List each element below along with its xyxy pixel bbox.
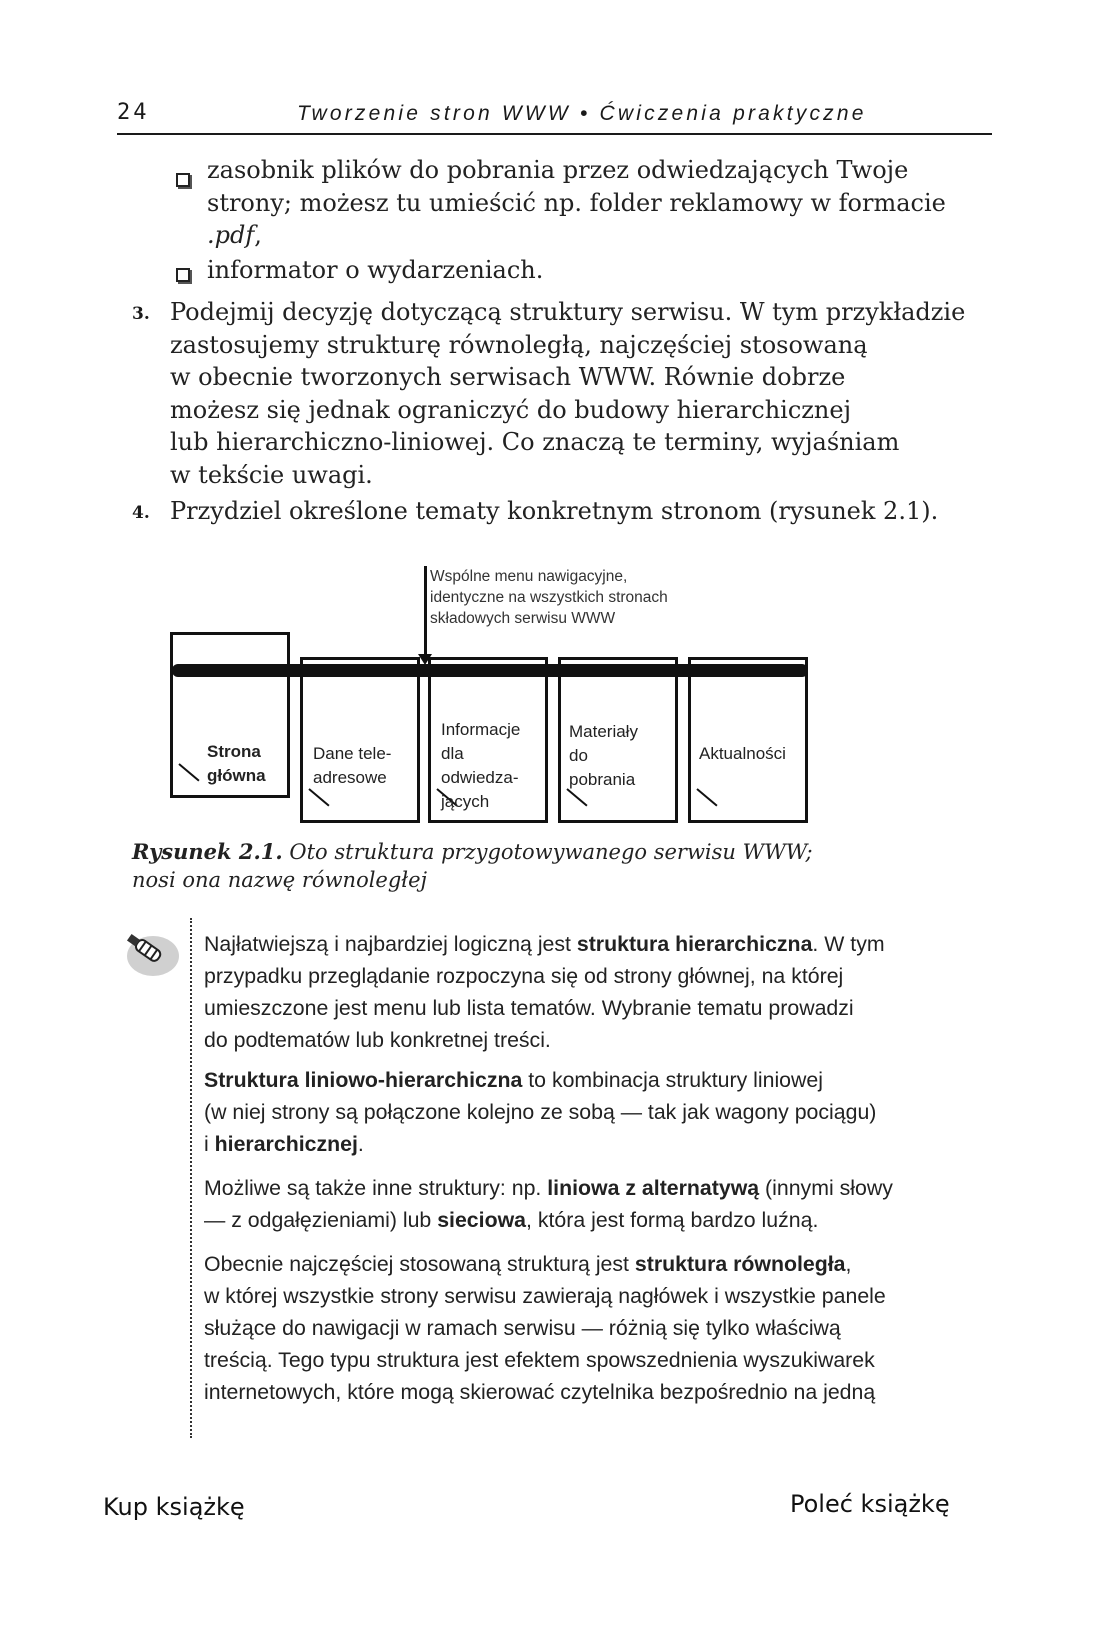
step-text — [170, 296, 965, 491]
text-line: zastosujemy strukturę równoległą, najczęściej stosowaną — [170, 330, 868, 359]
text-span: . — [357, 1132, 364, 1156]
bold-term: hierarchicznej — [214, 1132, 358, 1156]
text-line: do podtematów lub konkretnej treści. — [204, 1028, 551, 1052]
card-label-line: jących — [441, 792, 490, 811]
text-line: możesz się jednak ograniczyć do budowy hierarchicznej — [170, 395, 852, 424]
page-number: 24 — [117, 100, 150, 125]
text-span: (innymi słowy — [759, 1176, 893, 1200]
text-line: internetowych, które mogą skierować czytelnika bezpośrednio na jedną — [204, 1380, 876, 1404]
header-rule — [117, 133, 992, 135]
italic-text: .pdf — [207, 221, 255, 249]
card-label-line: Dane tele- — [313, 744, 392, 763]
card-label-line: do — [569, 746, 588, 765]
page-fold-icon — [696, 788, 717, 806]
card-label — [313, 742, 391, 790]
text-line: informator o wydarzeniach. — [207, 256, 544, 284]
caption-line: nosi ona nazwę równoległej — [132, 868, 428, 892]
card-label-line: Strona — [207, 742, 261, 761]
page-card — [558, 657, 678, 823]
recommend-book-link[interactable]: Poleć książkę — [790, 1490, 950, 1518]
text-span: Możliwe są także inne struktury: np. — [204, 1176, 548, 1200]
card-label-line: Materiały — [569, 722, 638, 741]
text-line — [204, 1172, 964, 1204]
text-span: . W tym — [812, 932, 885, 956]
bullet-item — [207, 254, 543, 287]
step-number: 4. — [132, 503, 150, 523]
buy-book-link[interactable]: Kup książkę — [103, 1493, 245, 1521]
note-paragraph — [204, 928, 964, 1056]
note-rule — [190, 918, 192, 1438]
text-line: Podejmij decyzję dotyczącą struktury serwisu. W tym przykładzie — [170, 298, 966, 326]
text-span: Najłatwiejszą i najbardziej logiczną jest — [204, 932, 577, 956]
text-span: i — [204, 1132, 215, 1156]
text-span: , — [254, 221, 262, 249]
page-card — [688, 657, 808, 823]
text-line — [204, 1204, 964, 1236]
bold-term: Struktura liniowo-hierarchiczna — [204, 1068, 523, 1092]
text-span: Obecnie najczęściej stosowaną strukturą jest — [204, 1252, 635, 1276]
page-card — [300, 657, 420, 823]
card-label-line: pobrania — [569, 770, 636, 789]
card-label-line: główna — [207, 766, 266, 785]
text-line: treścią. Tego typu struktura jest efektem spowszednienia wyszukiwarek — [204, 1348, 875, 1372]
text-span: , która jest formą bardzo luźną. — [526, 1208, 819, 1232]
card-label — [441, 718, 520, 814]
text-line: zasobnik plików do pobrania przez odwiedzających Twoje — [207, 156, 909, 184]
text-span: , — [845, 1252, 852, 1276]
text-line: w obecnie tworzonych serwisach WWW. Równie dobrze — [170, 363, 846, 391]
bold-term: struktura hierarchiczna — [576, 932, 813, 956]
text-line: strony; możesz tu umieścić np. folder reklamowy w formacie — [207, 188, 946, 217]
text-span: to kombinacja struktury liniowej — [522, 1068, 823, 1092]
step-text — [170, 495, 938, 528]
card-label — [569, 720, 638, 792]
page-card — [428, 657, 548, 823]
page-fold-icon — [308, 788, 329, 806]
caption-line — [132, 838, 813, 866]
diagram-annotation — [430, 566, 668, 629]
arrow-down-icon — [418, 654, 432, 665]
card-label-line: dla — [441, 744, 464, 763]
text-line — [207, 219, 946, 252]
bold-term: struktura równoległa — [634, 1252, 846, 1276]
bullet-icon — [176, 173, 190, 187]
text-line: w tekście uwagi. — [170, 460, 373, 489]
card-label-line: adresowe — [313, 768, 387, 787]
card-label — [699, 742, 786, 766]
bullet-item — [207, 154, 946, 252]
card-label-line: Aktualności — [699, 744, 786, 763]
text-line: w której wszystkie strony serwisu zawierają nagłówek i wszystkie panele — [204, 1284, 886, 1308]
text-line: służące do nawigacji w ramach serwisu — różnią się tylko właściwą — [204, 1316, 841, 1340]
note-paragraph — [204, 1172, 964, 1236]
running-title: Tworzenie stron WWW • Ćwiczenia praktyczne — [297, 102, 867, 125]
caption-label: Rysunek 2.1. — [132, 839, 283, 864]
lightbulb-icon — [120, 928, 182, 978]
text-line — [204, 1248, 964, 1280]
card-label-line: odwiedza- — [441, 768, 519, 787]
nav-bar — [172, 664, 808, 677]
text-line: umieszczone jest menu lub lista tematów. Wybranie tematu prowadzi — [204, 996, 854, 1020]
bold-term: sieciowa — [437, 1208, 526, 1232]
annotation-line: składowych serwisu WWW — [430, 610, 616, 627]
step-number: 3. — [132, 304, 150, 324]
page-fold-icon — [178, 763, 199, 781]
bullet-icon — [176, 268, 190, 282]
figure-caption — [132, 838, 813, 894]
text-line: przypadku przeglądanie rozpoczyna się od strony głównej, na której — [204, 964, 844, 988]
text-line: (w niej strony są połączone kolejno ze sobą — tak jak wagony pociągu) — [204, 1100, 877, 1124]
text-line — [204, 928, 964, 960]
annotation-line: identyczne na wszystkich stronach — [430, 589, 668, 606]
text-span: — z odgałęzieniami) lub — [204, 1208, 438, 1232]
figure-diagram — [160, 560, 860, 840]
card-label — [207, 740, 266, 788]
page-card — [170, 632, 290, 798]
caption-text: Oto struktura przygotowywanego serwisu WWW; — [289, 840, 813, 864]
text-line: Przydziel określone tematy konkretnym stronom (rysunek 2.1). — [170, 497, 939, 525]
note-paragraph — [204, 1064, 964, 1160]
text-line — [204, 1128, 964, 1160]
card-label-line: Informacje — [441, 720, 521, 739]
note-paragraph — [204, 1248, 964, 1408]
text-line — [204, 1064, 964, 1096]
annotation-line: Wspólne menu nawigacyjne, — [430, 568, 628, 585]
bold-term: liniowa z alternatywą — [547, 1176, 760, 1200]
pointer-line — [424, 566, 427, 662]
text-line: lub hierarchiczno-liniowej. Co znaczą te terminy, wyjaśniam — [170, 428, 900, 456]
